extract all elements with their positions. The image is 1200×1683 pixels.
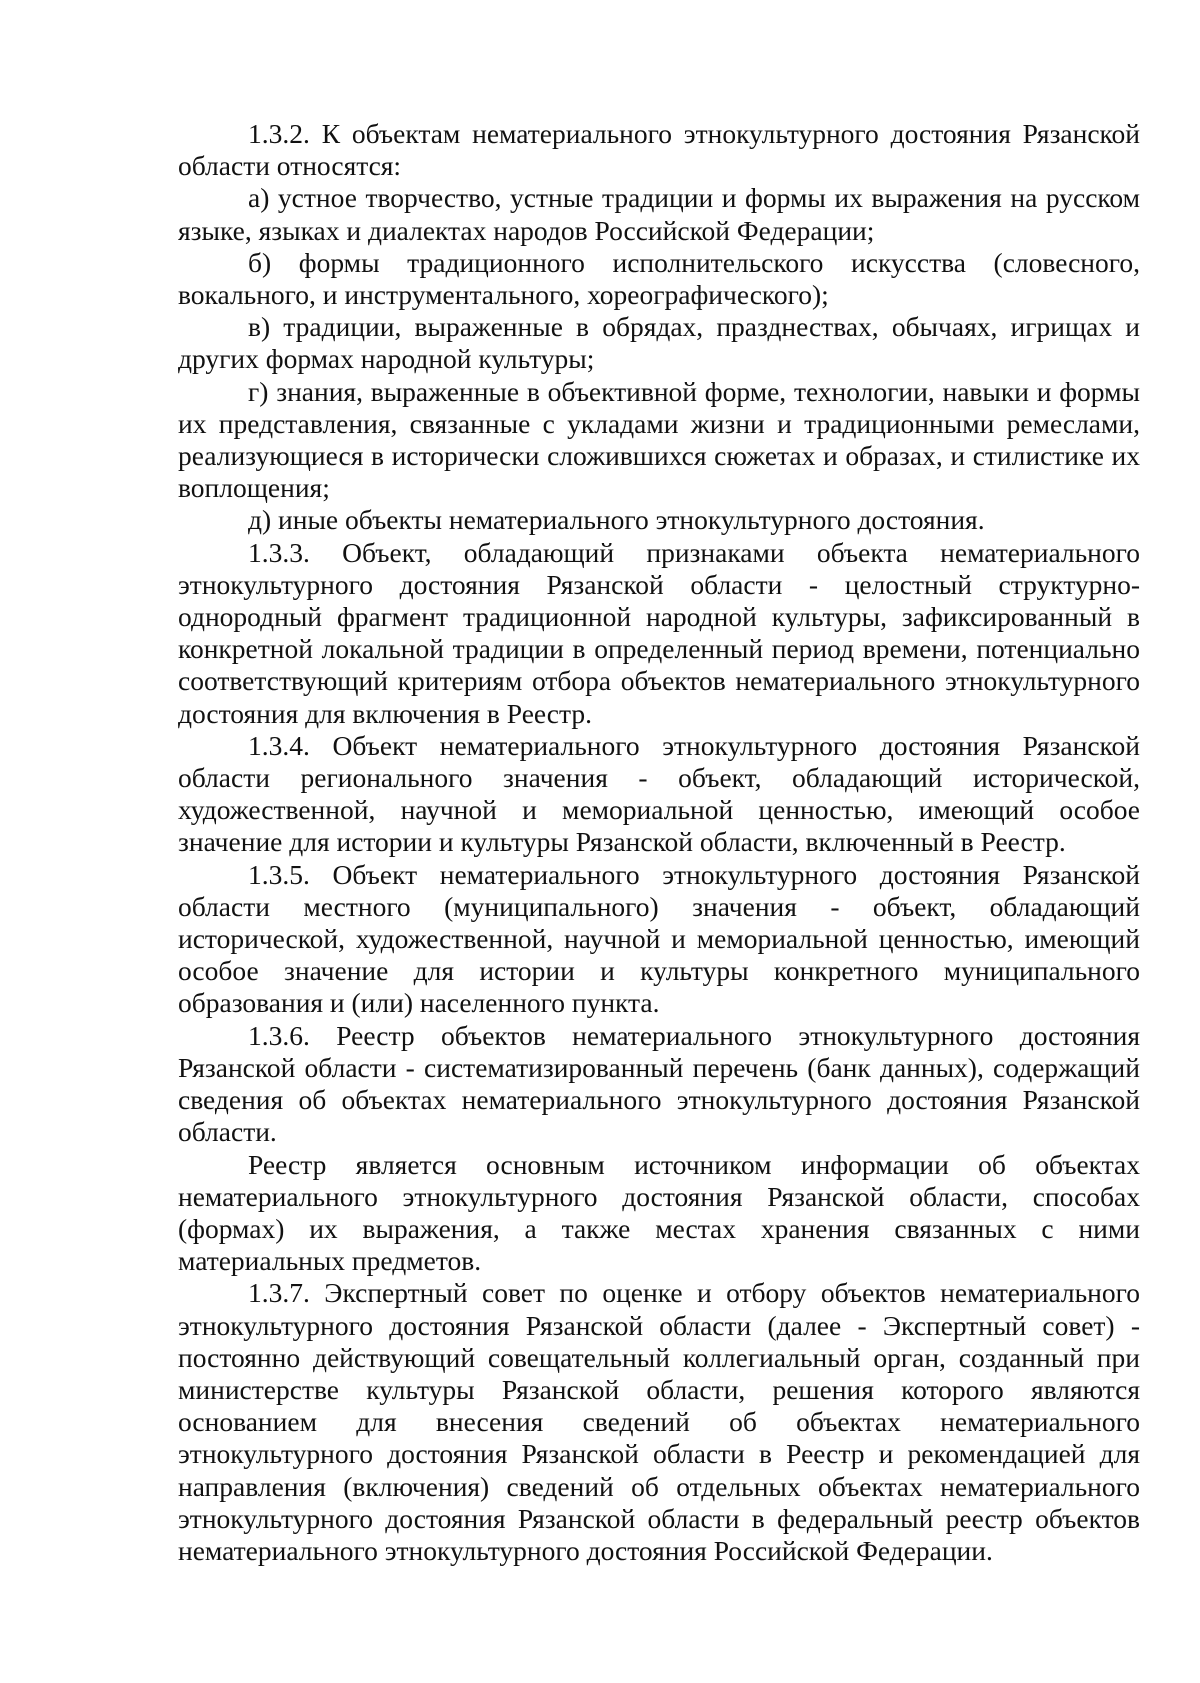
document-body: [178, 118, 1140, 1567]
paragraph-1-3-3: 1.3.3. Объект, обладающий признаками объекта нематериального этнокультурного достояния Рязанской области - целостный структурно-однородный фрагмент традиционной народной культуры, зафиксированный в конкретной локальной традиции в определенный период времени, потенциально соответствующий критериям отбора объектов нематериального этнокультурного достояния для включения в Реестр.: [178, 536, 1140, 729]
list-item-d: д) иные объекты нематериального этнокультурного достояния.: [248, 504, 985, 536]
list-item-b: б) формы традиционного исполнительского искусства (словесного, вокального, и инструментального, хореографического);: [178, 246, 1140, 311]
list-item-g: г) знания, выраженные в объективной форме, технологии, навыки и формы их представления, связанные с укладами жизни и традиционными ремеслами, реализующиеся в исторически сложившихся сюжетах и образах, и стилистике их воплощения;: [178, 375, 1140, 504]
list-item-a: а) устное творчество, устные традиции и формы их выражения на русском языке, языках и диалектах народов Российской Федерации;: [178, 182, 1140, 246]
paragraph-1-3-5: 1.3.5. Объект нематериального этнокультурного достояния Рязанской области местного (муниципального) значения - объект, обладающий исторической, художественной, научной и мемориальной ценностью, имеющий особое значение для истории и культуры конкретного муниципального образования и (или) населенного пункта.: [178, 858, 1140, 1019]
paragraph-1-3-7: 1.3.7. Экспертный совет по оценке и отбору объектов нематериального этнокультурного достояния Рязанской области (далее - Экспертный совет) - постоянно действующий совещательный коллегиальный орган, созданный при министерстве культуры Рязанской области, решения которого являются основанием для внесения сведений об объектах нематериального этнокультурного достояния Рязанской области в Реестр и рекомендацией для направления (включения) сведений об отдельных объектах нематериального этнокультурного достояния Рязанской области в федеральный реестр объектов нематериального этнокультурного достояния Российской Федерации.: [178, 1277, 1140, 1566]
paragraph-1-3-2: 1.3.2. К объектам нематериального этнокультурного достояния Рязанской области относятся:: [178, 118, 1140, 182]
paragraph-1-3-4: 1.3.4. Объект нематериального этнокультурного достояния Рязанской области регионального значения - объект, обладающий исторической, художественной, научной и мемориальной ценностью, имеющий особое значение для истории и культуры Рязанской области, включенный в Реестр.: [178, 729, 1140, 858]
paragraph-registry-info: Реестр является основным источником информации об объектах нематериального этнокультурного достояния Рязанской области, способах (формах) их выражения, а также местах хранения связанных с ними материальных предметов.: [178, 1148, 1140, 1277]
paragraph-1-3-6: 1.3.6. Реестр объектов нематериального этнокультурного достояния Рязанской области - систематизированный перечень (банк данных), содержащий сведения об объектах нематериального этнокультурного достояния Рязанской области.: [178, 1019, 1140, 1148]
list-item-v: в) традиции, выраженные в обрядах, празднествах, обычаях, игрищах и других формах народной культуры;: [178, 311, 1140, 375]
